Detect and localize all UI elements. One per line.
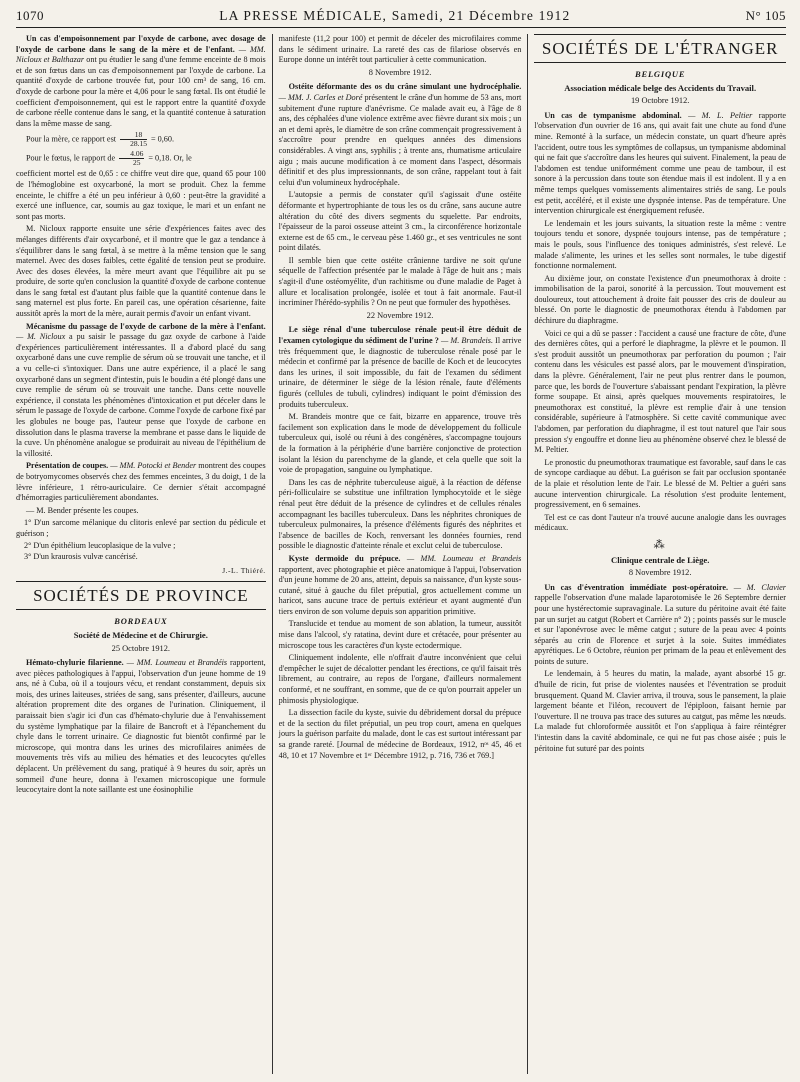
paragraph: Le lendemain et les jours suivants, la situation reste la même : ventre toujours tendu et sonore, dyspnée toujours intense, pas de température ; mais le pouls, sous l'influence des toniques administrés, s'est relevé. Le malade s'alimente, les urines et les selles sont normales, le tube digestif fonctionne normalement. bbox=[534, 218, 786, 271]
paragraph: Il semble bien que cette ostéite crânienne tardive ne soit qu'une séquelle de l'affection présentée par le malade à l'âge de huit ans ; mais s'agit-il d'une ostéomyélite, d'un rachitisme ou d'une maladie de Paget à allure et localisation prolongée, isolée et tout à fait anormale. Faut-il incriminer l'hérédo-syphilis ? On ne peut que formuler des hypothèses. bbox=[278, 255, 522, 308]
article-kyste-dermoide: Kyste dermoïde du prépuce. — MM. Loumeau et Brandeis rapportent, avec photographie et pièce anatomique à l'appui, l'observation d'un jeune homme de 20 ans, atteint, depuis sa naissance, d'un kyste sous-cutané, situé à gauche du filet préputial, gros actuellement comme un haricot, sans aucune trace de pertuis extérieur et ayant augmenté d'un tiers environ de son volume depuis son apparition primitive. bbox=[278, 553, 522, 616]
paragraph: Translucide et tendue au moment de son ablation, la tumeur, aussitôt mise dans l'alcool, s'y ratatina, devint dure et crétacée, pour présenter au microscope tous les caractères d'un kyste ectodermique. bbox=[278, 619, 522, 650]
paragraph: — M. Bender présente les coupes. bbox=[26, 505, 139, 515]
session-date: 8 Novembre 1912. bbox=[628, 568, 692, 578]
paragraph: Le pronostic du pneumothorax traumatique est favorable, sauf dans le cas de syncope cardiaque au début. La guérison se fait par occlusion spontanée de la plaie et résolution lente de l'air. Le blessé de M. Peltier a guéri sans aucune intervention chirurgicale. La résolution s'est produite lentement, progressivement, en 6 semaines. bbox=[534, 457, 786, 510]
paragraph: L'autopsie a permis de constater qu'il s'agissait d'une ostéite déformante et hypertrophiante de tous les os du crâne, sans aucune autre altération du côté des divers segments du squelette. Par endroits, l'épaisseur de la paroi osseuse atteint 3 cm., la circonférence horizontale externe est de 65 cm., le cerveau pèse 1.460 gr., et ses ventricules ne sont point dilatés. bbox=[278, 190, 522, 253]
paragraph: coefficient mortel est de 0,65 : ce chiffre veut dire que, quand 65 pour 100 de l'hémoglobine est oxycarboné, la mort se produit. Chez la femme enceinte, le chiffre a été un peu inférieur à 0,60 : peut-être la gravidité a exercé une influence, car, soumis au gaz toxique, le mari et un enfant ne sont pas morts. bbox=[16, 169, 266, 221]
region-heading: BORDEAUX bbox=[114, 616, 168, 627]
paragraph: La dissection facile du kyste, suivie du débridement dorsal du prépuce et de la section du filet préputial, un peu trop court, amena en quelques jours la guérison parfaite du malade, dont le cas est surtout intéressant par sa grande rareté. [Journal de médecine de Bordeaux, 1912, nᵒˢ 45, 46 et 48, 10 et 17 Novembre et 1ᵉʳ Décembre 1912, p. 716, 736 et 769.] bbox=[278, 708, 522, 760]
paragraph: Cliniquement indolente, elle n'offrait d'autre inconvénient que celui d'empêcher le sujet de décalotter pendant les érections, ce qu'il faisait très librement, au contraire, au repos de l'organe, d'ailleurs normalement conformé, et ne souffrant, en somme, que de ce qu'on pourrait appeler un phimosis physiologique. bbox=[278, 653, 522, 705]
column-1 bbox=[16, 34, 272, 1074]
paragraph: Tel est ce cas dont l'auteur n'a trouvé aucune analogie dans les ouvrages médicaux. bbox=[534, 512, 786, 533]
paragraph: Le lendemain, à 5 heures du matin, la malade, ayant absorbé 15 gr. d'huile de ricin, fut prise de violentes nausées et l'éventration se produit brusquement. Quand M. Clavier arriva, il trouva, sous le pansement, la plaie largement béante et l'iléon, recouvert de l'épiploon, faisant hernie par l'ouverture. Il ne trouva pas trace des sutures au catgut, pas même les nœuds. La malade fut chloroformée aussitôt et l'on s'appliqua à faire réintégrer l'intestin dans la cavité abdominale, ce qui ne fut pas chose aisée ; puis le péritoine fut suturé par des points bbox=[534, 669, 786, 753]
article-coupes: Présentation de coupes. — MM. Potocki et Bender montrent des coupes de botryomycomes observés chez des femmes enceintes, 3 du doigt, 1 de la lèvre inférieure, 1 rétro-auriculaire. Ce dernier s'était accompagné d'hémorragies particulièrement abondantes. bbox=[16, 461, 266, 503]
society-heading: Clinique centrale de Liège. bbox=[611, 554, 710, 565]
session-date: 19 Octobre 1912. bbox=[630, 96, 690, 106]
equation-mother: Pour la mère, ce rapport est $\frac{18}{28.15}$ = 0,60. bbox=[26, 130, 175, 149]
page-header bbox=[16, 8, 786, 28]
paragraph: Voici ce qui a dû se passer : l'accident a causé une fracture de côte, d'une des dernières côtes, qui a perforé le diaphragme, la plèvre et le poumon. Il s'est produit aussitôt un pneumothorax par perforation du poumon ; l'air contenu dans les vésicules est passé alors, par le mouvement d'inspiration, dans la plèvre. Généralement, l'air ne peut plus rentrer dans le poumon, parce que, les bords de l'ouverture s'abaissant pendant l'expiration, la plèvre forme soupape. Et ainsi, après quelques mouvements respiratoires, le pneumothorax est constitué, la plèvre est remplie d'air à une tension considérable, supérieure à l'atmosphère. Si cette cavité communique avec l'abdomen, par perforation du diaphragme, il est tout naturel que l'air sous pression s'y engouffre et donne lieu au phénomène observé chez le blessé de M. Peltier. bbox=[534, 328, 786, 455]
article-osteite: Ostéite déformante des os du crâne simulant une hydrocéphalie. — MM. J. Carles et Doré présentent le crâne d'un homme de 53 ans, mort subitement d'une rupture d'anévrisme. Ce malade avait eu, à l'âge de 8 ans, des céphalées d'une violence extrême avec fièvre durant six mois ; un an et demi après, le diamètre de son crâne commençait progressivement à s'accroître pour prendre en quelques années des dimensions considérables. A vingt ans, syphilis ; à trente ans, rhumatisme articulaire aigu ; mais aucune modification à ce moment dans l'aspect, désormais définitif et des plus impressionnants, de son crâne, rappelant tout à fait celui d'un volumineux hydrocéphale. bbox=[278, 82, 522, 187]
journal-title: LA PRESSE MÉDICALE, Samedi, 21 Décembre 1912 bbox=[219, 8, 571, 23]
paragraph: Au dixième jour, on constate l'existence d'un pneumothorax à droite : immobilisation de la paroi, sonorité à la percussion. Tout mouvement est douloureux, tout attouchement à droite fait pousser des cris de douleur au blessé. On porte le diagnostic de pneumothorax étendu à l'abdomen par déchirure du diaphragme. bbox=[534, 273, 786, 326]
session-date: 8 Novembre 1912. bbox=[368, 67, 432, 77]
section-separator: ⁂ bbox=[653, 538, 667, 551]
column-3 bbox=[527, 34, 786, 1074]
paragraph: Dans les cas de néphrite tuberculeuse aiguë, à la réaction de défense péri-folliculaire se substitue une infiltration lymphocytoïde et le siège rénal peut être déduit de la présence de cylindres et de cellules rénales accompagnant les bacilles tuberculeux. Dans les néphrites chroniques de tuberculeux pulmonaires, la présence d'éléments figurés des néphrites et l'absence de bacilles de Koch, renversant les données fournies, rend possible le diagnostic d'atteinte rénale et exclut celui de tuberculose. bbox=[278, 477, 522, 551]
session-date: 25 Octobre 1912. bbox=[111, 643, 171, 653]
column-2 bbox=[272, 34, 528, 1074]
list-item: 3° D'un kraurosis vulvæ cancérisé. bbox=[24, 552, 138, 562]
paragraph: manifeste (11,2 pour 100) et permit de déceler des microfilaires comme dans le sédiment urinaire. La rareté des cas de filariose observés en Europe donne un intérêt tout particulier à cette communication. bbox=[278, 34, 522, 65]
society-heading: Association médicale belge des Accidents du Travail. bbox=[564, 82, 757, 93]
session-date: 22 Novembre 1912. bbox=[366, 310, 434, 320]
list-item: 2° D'un épithélium leucoplasique de la vulve ; bbox=[24, 540, 176, 550]
equation-fetus: Pour le fœtus, le rapport de $\frac{4.06}{25}$ = 0,18. Or, le bbox=[26, 149, 192, 168]
section-title-province: SOCIÉTÉS DE PROVINCE bbox=[16, 581, 266, 610]
article-eventration: Un cas d'éventration immédiate post-opératoire. — M. Clavier rappelle l'observation d'une malade laparotomisée le 26 Septembre dernier pour une hystérectomie supravaginale. La suture du péritoine avait été faite par un surjet au catgut (Robert et Carrière n° 2) ; points passés sur le muscle et sur l'aponévrose avec le même catgut ; suture de la peau avec 4 points séparés au crin de Florence et surjet à la soie. Suites immédiates apyrétiques. Le 6 Octobre, réunion per primam de la peau et enlèvement des points de suture. bbox=[534, 582, 786, 666]
page-number: 1070 bbox=[16, 8, 44, 23]
paragraph: M. Nicloux rapporte ensuite une série d'expériences faites avec des mélanges différents d'air oxycarboné, et il montre que le gaz a tendance à s'équilibrer dans le sang fœtal, à se mettre à la même tension que le sang maternel. Avec des doses faibles, cette égalité de tension peut se produire. Avec des doses élevées, la mère meurt avant que l'équilibre ait pu se produire, de sorte qu'en conclusion la quantité d'oxyde de carbone contenue dans le sang fœtal est d'autant plus faible que la quantité contenue dans le sang maternel est plus forte. En pareil cas, une opération césarienne, faite aussitôt après la mort de la mère, aurait permis d'avoir un enfant vivant. bbox=[16, 224, 266, 319]
issue-number: N° 105 bbox=[745, 8, 786, 23]
columns bbox=[16, 34, 786, 1074]
article-co-poisoning: Un cas d'empoisonnement par l'oxyde de carbone, avec dosage de l'oxyde de carbone dans le sang de la mère et de l'enfant. — MM. Nicloux et Balthazar ont pu étudier le sang d'une femme enceinte de 8 mois et de son fœtus dans un cas d'empoisonnement par l'oxyde de carbone. La quantité d'oxyde de carbone trouvée fut, pour 100 cm³ de sang, 16 cm. d'oxyde de carbone pour la mère et 4,06 pour le sang fœtal. Ils ont étudié le coefficient d'empoisonnement, qui est le rapport entre la quantité d'oxyde de carbone réelle contenue dans le sang, et la quantité contenue à saturation dans la même masse de sang. bbox=[16, 34, 266, 128]
article-tympanisme: Un cas de tympanisme abdominal. — M. L. Peltier rapporte l'observation d'un ouvrier de 16 ans, qui avait fait une chute au fond d'une mine. Remonté à la surface, un médecin constate, un quart d'heure après l'accident, outre tous les symptômes de collapsus, un tympanisme abdominal qui ne fait que s'accroître dans les heures qui suivent. Finalement, la peau de l'abdomen est tendue uniformément comme une peau de tambour, il est sonore à la percussion dans toute son étendue mais il est indolent. Il y a en même temps quelques vomissements alimentaires striés de sang. Le pouls est petit, accéléré, et il existe une dyspnée intense. Pas de température. Une intervention chirurgicale est énergiquement refusée. bbox=[534, 110, 786, 216]
article-co-mechanism: Mécanisme du passage de l'oxyde de carbone de la mère à l'enfant. — M. Nicloux a pu saisir le passage du gaz oxyde de carbone à l'aide d'expériences particulièrement intéressantes. Il a d'abord placé du sang oxycarboné dans une cuve remplie de sérum où se trouvait une tanche, et il a vu celle-ci s'intoxiquer. Dans une autre expérience, il a placé le sang oxycarboné dans un segment d'intestin, puis le boudin a été plongé dans une cuve remplie de sérum où se trouvait une tanche. Dans cette nouvelle expérience, il constata les phénomènes d'intoxication et put déceler dans le sérum le passage de l'oxyde de carbone. Comme l'oxyde de carbone fixé par les globules ne bouge pas, l'auteur pense que l'oxyde de carbone en dissolution dans le plasma traverse la membrane et passe dans le liquide de la cuve. Un phénomène analogue se produirait au niveau de l'épithélium de la villosité. bbox=[16, 321, 266, 458]
region-heading: BELGIQUE bbox=[635, 69, 686, 79]
paragraph: M. Brandeis montre que ce fait, bizarre en apparence, trouve très facilement son explication dans le mode de développement du follicule tuberculeux qui, isolé ou réuni à des congénères, s'accompagne toujours de la formation à la périphérie d'une barrière conjonctive de protection isolant la lésion du parenchyme de la glande, et cela quelle que soit la voie de propagation, sanguine ou lymphatique. bbox=[278, 412, 522, 475]
article-hemato-chylurie: Hémato-chylurie filarienne. — MM. Loumeau et Brandéis rapportent, avec pièces pathologiques à l'appui, l'observation d'un jeune homme de 19 ans, né à Cuba, où il a toujours vécu, et rendant constamment, depuis six mois, des urines laiteuses, striées de sang, sans présenter, d'ailleurs, aucune altération proprement dite des organes de l'urination. Cliniquement, il paraissait bien s'agir ici d'un cas d'hémato-chylurie due à l'envahissement du système lymphatique par la filaire de Bancroft et à l'épanchement du chyle dans le torrent urinaire. Ce diagnostic fut bientôt confirmé par le microscope, qui montra dans les urines des microfilaires animées de mouvements très vifs au milieu des hématies et des leucocytes qu'elles déplacent. Un prélèvement du sang, pratiqué à 9 heures du soir, après un sommeil d'une heure, donna à l'examen microscopique une formule leucocytaire dont la note saillante est une éosinophilie bbox=[16, 658, 266, 795]
article-tuberculose-renale: Le siège rénal d'une tuberculose rénale peut-il être déduit de l'examen cytologique du sédiment de l'urine ? — M. Brandeis. Il arrive très fréquemment que, le diagnostic de tuberculose rénale posé par le médecin et confirmé par la présence de bacille de Koch et de leucocytes dans les urines, il soit impossible, du fait de l'examen du sédiment urinaire, de déterminer le siège de la lésion rénale, faute d'éléments figurés (cellules de tubuli, cylindres) indiquant le point d'émission des produits tuberculeux. bbox=[278, 325, 522, 409]
list-item: 1° D'un sarcome mélanique du clitoris enlevé par section du pédicule et guérison ; bbox=[16, 518, 266, 538]
section-title-etranger: SOCIÉTÉS DE L'ÉTRANGER bbox=[534, 34, 786, 63]
signature: J.-L. Thiéré. bbox=[222, 565, 266, 575]
society-heading: Société de Médecine et de Chirurgie. bbox=[73, 629, 208, 640]
